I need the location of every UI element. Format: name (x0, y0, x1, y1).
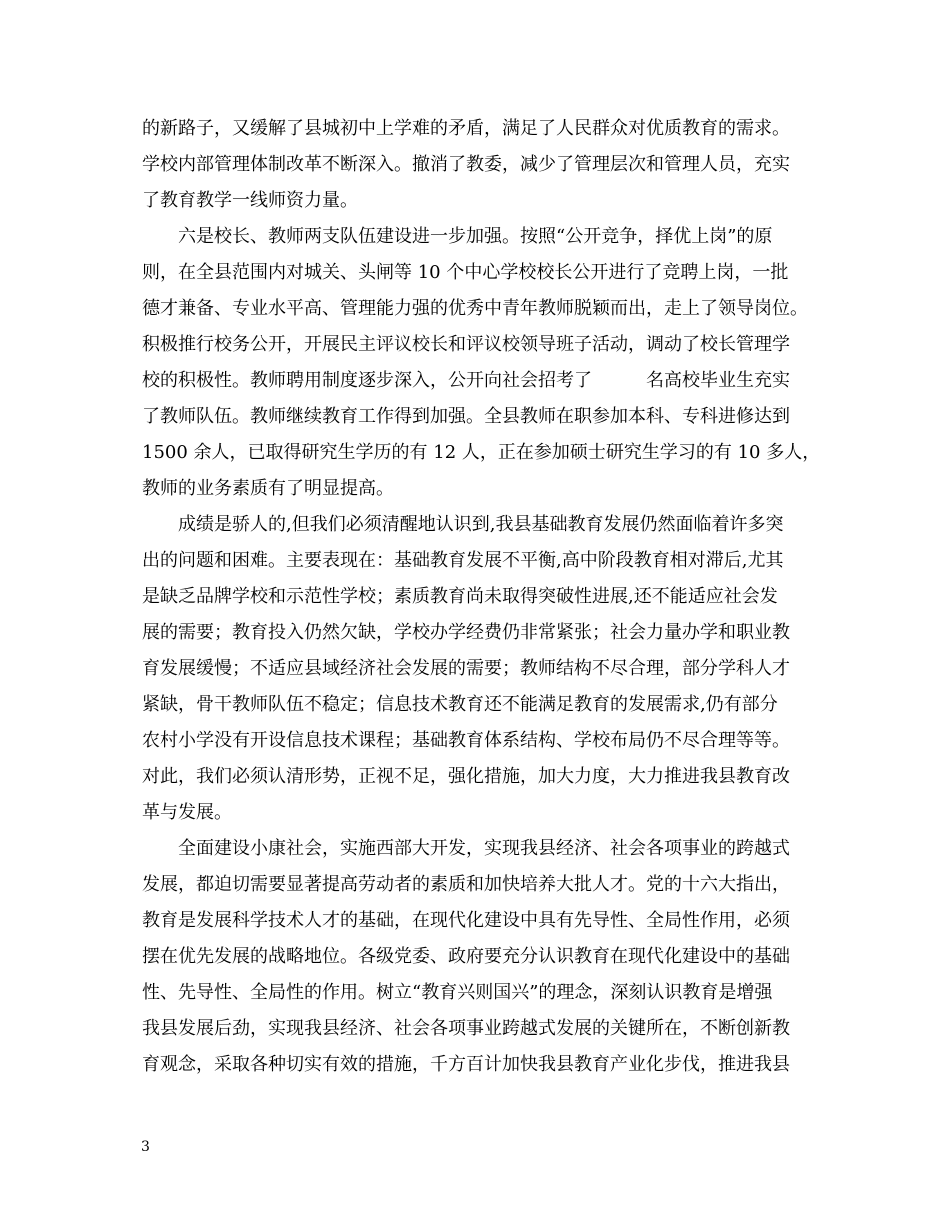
text-line: 德才兼备、专业水平高、管理能力强的优秀中青年教师脱颖而出，走上了领导岗位。 (142, 298, 808, 319)
text-line: 育观念，采取各种切实有效的措施，千方百计加快我县教育产业化步伐，推进我县 (142, 1054, 790, 1075)
text-line: 紧缺，骨干教师队伍不稳定；信息技术教育还不能满足教育的发展需求,仍有部分 (142, 694, 778, 715)
paragraph-first-line: 成绩是骄人的,但我们必须清醒地认识到,我县基础教育发展仍然面临着许多突 (178, 514, 784, 535)
text-line: 展的需要；教育投入仍然欠缺，学校办学经费仍非常紧张；社会力量办学和职业教 (142, 622, 790, 643)
text-line: 学校内部管理体制改革不断深入。撤消了教委，减少了管理层次和管理人员，充实 (142, 154, 790, 175)
text-line: 积极推行校务公开，开展民主评议校长和评议校领导班子活动，调动了校长管理学 (142, 334, 790, 355)
text-line: 我县发展后劲，实现我县经济、社会各项事业跨越式发展的关键所在，不断创新教 (142, 1018, 790, 1039)
text-line: 则，在全县范围内对城关、头闸等 10 个中心学校校长公开进行了竞聘上岗，一批 (142, 262, 789, 283)
text-line: 是缺乏品牌学校和示范性学校；素质教育尚未取得突破性进展,还不能适应社会发 (142, 586, 778, 607)
text-line: 教育是发展科学技术人才的基础，在现代化建设中具有先导性、全局性作用，必须 (142, 910, 790, 931)
text-line: 农村小学没有开设信息技术课程；基础教育体系结构、学校布局仍不尽合理等等。 (142, 730, 790, 751)
text-line: 摆在优先发展的战略地位。各级党委、政府要充分认识教育在现代化建设中的基础 (142, 946, 790, 967)
text-line: 教师的业务素质有了明显提高。 (142, 478, 394, 499)
text-line: 对此，我们必须认清形势，正视不足，强化措施，加大力度，大力推进我县教育改 (142, 766, 790, 787)
page-number: 3 (141, 1139, 150, 1155)
text-line: 的新路子，又缓解了县城初中上学难的矛盾，满足了人民群众对优质教育的需求。 (142, 118, 790, 139)
text-line: 了教育教学一线师资力量。 (142, 190, 358, 211)
text-line: 革与发展。 (142, 802, 232, 823)
text-line: 育发展缓慢；不适应县域经济社会发展的需要；教师结构不尽合理，部分学科人才 (142, 658, 790, 679)
text-line: 发展，都迫切需要显著提高劳动者的素质和加快培养大批人才。党的十六大指出， (142, 874, 790, 895)
paragraph-first-line: 六是校长、教师两支队伍建设进一步加强。按照“公开竞争，择优上岗”的原 (178, 226, 773, 247)
text-line: 性、先导性、全局性的作用。树立“教育兴则国兴”的理念，深刻认识教育是增强 (142, 982, 773, 1003)
text-line: 校的积极性。教师聘用制度逐步深入，公开向社会招考了 名高校毕业生充实 (142, 370, 790, 391)
text-line: 出的问题和困难。主要表现在：基础教育发展不平衡,高中阶段教育相对滞后,尤其 (142, 550, 784, 571)
text-line: 1500 余人，已取得研究生学历的有 12 人，正在参加硕士研究生学习的有 10 多人， (142, 442, 821, 463)
text-line: 了教师队伍。教师继续教育工作得到加强。全县教师在职参加本科、专科进修达到 (142, 406, 790, 427)
paragraph-first-line: 全面建设小康社会，实施西部大开发，实现我县经济、社会各项事业的跨越式 (178, 838, 790, 859)
